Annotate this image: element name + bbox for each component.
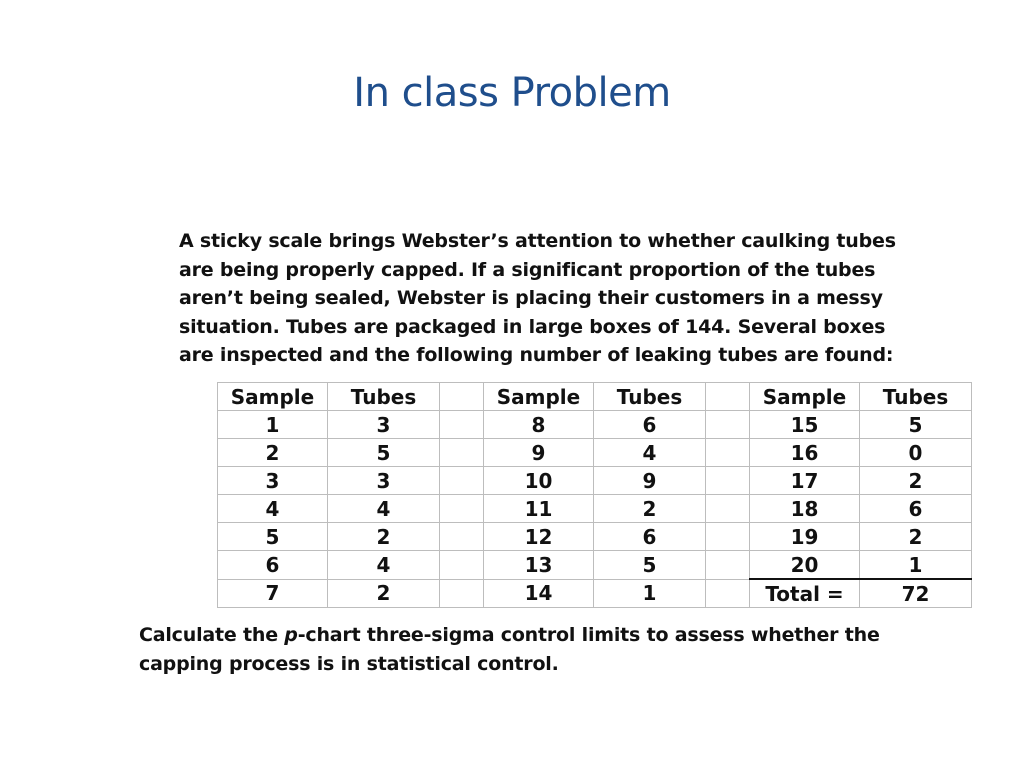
tubes-cell: 2 bbox=[860, 523, 972, 551]
sample-cell: 13 bbox=[484, 551, 594, 580]
sample-cell: 18 bbox=[750, 495, 860, 523]
spacer-cell bbox=[706, 551, 750, 580]
spacer-cell bbox=[440, 495, 484, 523]
tubes-cell: 5 bbox=[328, 439, 440, 467]
tubes-cell: 2 bbox=[594, 495, 706, 523]
problem-line: A sticky scale brings Webster’s attention to whether caulking tubes bbox=[179, 230, 896, 252]
tubes-cell: 1 bbox=[860, 551, 972, 580]
sample-cell: 19 bbox=[750, 523, 860, 551]
sample-cell: 7 bbox=[218, 579, 328, 608]
table-row bbox=[218, 411, 972, 439]
table-row bbox=[218, 495, 972, 523]
sample-cell: 1 bbox=[218, 411, 328, 439]
problem-line: aren’t being sealed, Webster is placing their customers in a messy bbox=[179, 287, 883, 309]
sample-cell: 2 bbox=[218, 439, 328, 467]
table-row bbox=[218, 439, 972, 467]
tubes-cell: 6 bbox=[594, 523, 706, 551]
sample-cell: 9 bbox=[484, 439, 594, 467]
column-header-tubes: Tubes bbox=[860, 383, 972, 411]
column-header-tubes: Tubes bbox=[328, 383, 440, 411]
sample-cell: 8 bbox=[484, 411, 594, 439]
sample-cell: 12 bbox=[484, 523, 594, 551]
spacer-cell bbox=[440, 439, 484, 467]
problem-line: situation. Tubes are packaged in large boxes of 144. Several boxes bbox=[179, 315, 886, 338]
tubes-cell: 0 bbox=[860, 439, 972, 467]
total-value: 72 bbox=[860, 579, 972, 608]
tubes-cell: 5 bbox=[594, 551, 706, 580]
table-row bbox=[218, 523, 972, 551]
column-header-tubes: Tubes bbox=[594, 383, 706, 411]
question-text-segment: -chart three-sigma control limits to assess whether the bbox=[297, 624, 880, 646]
spacer-cell bbox=[706, 579, 750, 608]
spacer-cell bbox=[440, 551, 484, 580]
sample-cell: 4 bbox=[218, 495, 328, 523]
spacer-cell bbox=[440, 579, 484, 608]
tubes-cell: 5 bbox=[860, 411, 972, 439]
question-text-segment: Calculate the bbox=[139, 624, 285, 646]
table-row bbox=[218, 579, 972, 608]
tubes-cell: 2 bbox=[860, 467, 972, 495]
spacer-cell bbox=[706, 439, 750, 467]
column-header-sample: Sample bbox=[484, 383, 594, 411]
sample-cell: 15 bbox=[750, 411, 860, 439]
tubes-cell: 2 bbox=[328, 523, 440, 551]
spacer-cell bbox=[440, 523, 484, 551]
total-label: Total = bbox=[750, 579, 860, 608]
problem-line: are being properly capped. If a significant proportion of the tubes bbox=[179, 258, 876, 281]
p-variable: p bbox=[284, 624, 298, 646]
spacer-cell bbox=[440, 383, 484, 411]
problem-statement bbox=[179, 227, 979, 370]
sample-cell: 17 bbox=[750, 467, 860, 495]
problem-line: are inspected and the following number of leaking tubes are found: bbox=[179, 344, 894, 366]
tubes-cell: 6 bbox=[860, 495, 972, 523]
sample-cell: 6 bbox=[218, 551, 328, 580]
question-statement bbox=[139, 621, 999, 679]
spacer-cell bbox=[706, 523, 750, 551]
spacer-cell bbox=[440, 467, 484, 495]
tubes-cell: 3 bbox=[328, 411, 440, 439]
sample-cell: 16 bbox=[750, 439, 860, 467]
question-line: capping process is in statistical control. bbox=[139, 653, 559, 675]
tubes-cell: 4 bbox=[328, 495, 440, 523]
slide-title: In class Problem bbox=[353, 70, 671, 116]
tubes-cell: 3 bbox=[328, 467, 440, 495]
spacer-cell bbox=[706, 467, 750, 495]
column-header-sample: Sample bbox=[218, 383, 328, 411]
table-row bbox=[218, 551, 972, 580]
question-line bbox=[139, 621, 999, 650]
table-row bbox=[218, 467, 972, 495]
tubes-cell: 4 bbox=[328, 551, 440, 580]
column-header-sample: Sample bbox=[750, 383, 860, 411]
sample-cell: 20 bbox=[750, 551, 860, 580]
tubes-cell: 2 bbox=[328, 579, 440, 608]
spacer-cell bbox=[706, 411, 750, 439]
tubes-cell: 9 bbox=[594, 467, 706, 495]
sample-cell: 5 bbox=[218, 523, 328, 551]
sample-cell: 10 bbox=[484, 467, 594, 495]
tubes-cell: 4 bbox=[594, 439, 706, 467]
leaking-tubes-table bbox=[217, 382, 972, 608]
spacer-cell bbox=[440, 411, 484, 439]
table-header-row bbox=[218, 383, 972, 411]
sample-cell: 11 bbox=[484, 495, 594, 523]
spacer-cell bbox=[706, 495, 750, 523]
spacer-cell bbox=[706, 383, 750, 411]
sample-cell: 14 bbox=[484, 579, 594, 608]
tubes-cell: 6 bbox=[594, 411, 706, 439]
tubes-cell: 1 bbox=[594, 579, 706, 608]
sample-cell: 3 bbox=[218, 467, 328, 495]
